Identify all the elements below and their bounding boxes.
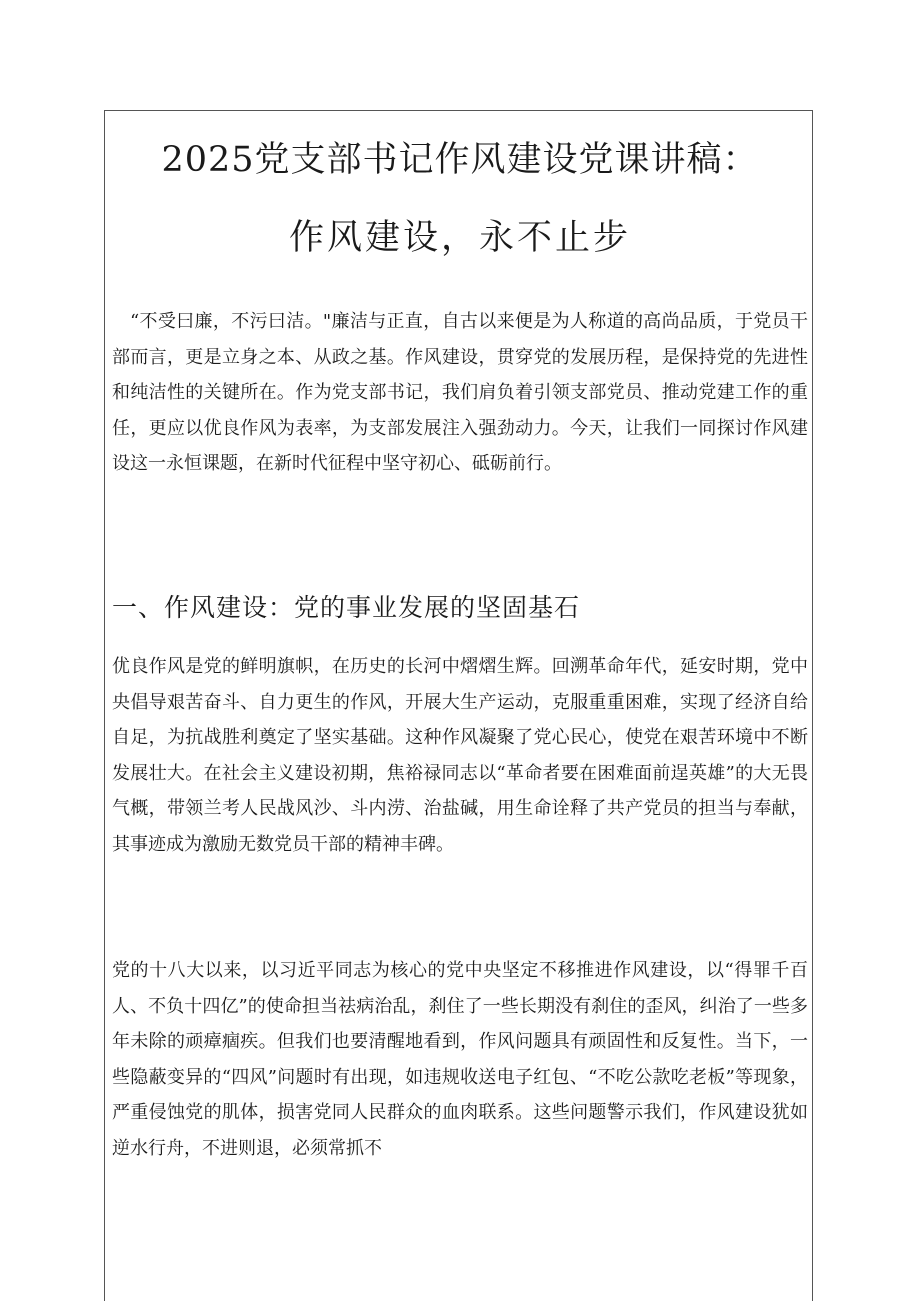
document-title-line-1: 2025党支部书记作风建设党课讲稿： (161, 140, 759, 180)
body-paragraph: 党的十八大以来，以习近平同志为核心的党中央坚定不移推进作风建设，以“得罪千百人、不负十四亿”的使命担当祛病治乱，刹住了一些长期没有刹住的歪风，纠治了一些多年未除的顽瘴痼疾。但我们也要清醒地看到，作风问题具有顽固性和反复性。当下，一些隐蔽变异的“四风”问题时有出现，如违规收送电子红包、“不吃公款吃老板”等现象，严重侵蚀党的肌体，损害党同人民群众的血肉联系。这些问题警示我们，作风建设犹如逆水行舟，不进则退，必须常抓不 (112, 960, 808, 1159)
body-paragraph: 优良作风是党的鲜明旗帜，在历史的长河中熠熠生辉。回溯革命年代，延安时期，党中央倡导艰苦奋斗、自力更生的作风，开展大生产运动，克服重重困难，实现了经济自给自足，为抗战胜利奠定了坚实基础。这种作风凝聚了党心民心，使党在艰苦环境中不断发展壮大。在社会主义建设初期，焦裕禄同志以“革命者要在困难面前逞英雄”的大无畏气概，带领兰考人民战风沙、斗内涝、治盐碱，用生命诠释了共产党员的担当与奉献，其事迹成为激励无数党员干部的精神丰碑。 (112, 656, 808, 855)
intro-paragraph: “不受曰廉，不污曰洁。"廉洁与正直，自古以来便是为人称道的高尚品质，于党员干部而言，更是立身之本、从政之基。作风建设，贯穿党的发展历程，是保持党的先进性和纯洁性的关键所在。作为党支部书记，我们肩负着引领支部党员、推动党建工作的重任，更应以优良作风为表率，为支部发展注入强劲动力。今天，让我们一同探讨作风建设这一永恒课题，在新时代征程中坚守初心、砥砺前行。 (112, 311, 808, 475)
section-heading: 一、作风建设：党的事业发展的坚固基石 (112, 593, 581, 622)
document-title-line-2: 作风建设，永不止步 (288, 218, 631, 258)
